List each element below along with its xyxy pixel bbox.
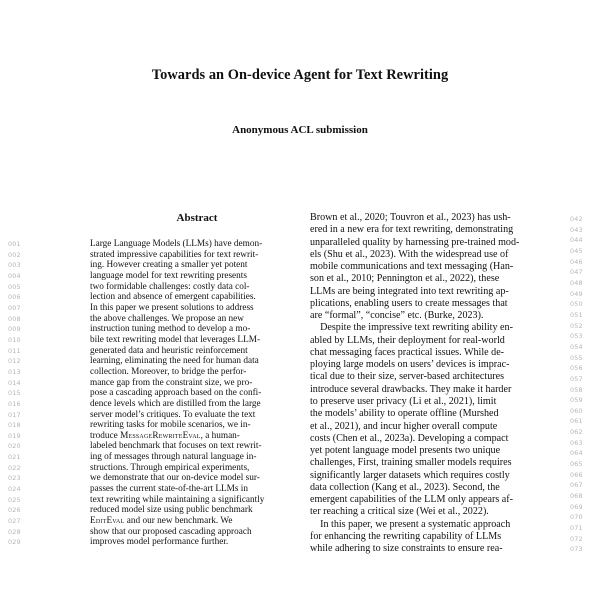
line-number: 004 xyxy=(8,271,21,280)
abstract-line: In this paper we present solutions to address xyxy=(90,302,254,313)
line-number: 058 xyxy=(570,385,583,394)
line-number: 028 xyxy=(8,527,21,536)
benchmark-name: MessageRewriteEval xyxy=(120,430,201,441)
line-number: 014 xyxy=(8,378,21,387)
body-line: ered in a new era for text rewriting, demonstrating xyxy=(310,224,514,236)
line-number: 018 xyxy=(8,421,21,430)
abstract-line: server model’s critiques. To evaluate the text xyxy=(90,409,256,420)
abstract-line: ing. However creating a smaller yet potent xyxy=(90,260,248,271)
line-number: 070 xyxy=(570,513,583,522)
body-line: the models’ ability to operate offline (Murshed xyxy=(310,408,499,420)
abstract-line: collection. Moreover, to bridge the perfor- xyxy=(90,366,247,377)
line-number: 069 xyxy=(570,502,583,511)
abstract-line: the above challenges. We propose an new xyxy=(90,313,244,324)
abstract-line: structions. Through empirical experiments, xyxy=(90,462,250,473)
line-number: 051 xyxy=(570,310,583,319)
line-number: 023 xyxy=(8,474,21,483)
line-number: 022 xyxy=(8,463,21,472)
line-number: 053 xyxy=(570,332,583,341)
abstract-line: rewriting tasks for mobile scenarios, we in- xyxy=(90,420,251,431)
line-number: 047 xyxy=(570,268,583,277)
abstract-heading: Abstract xyxy=(176,212,218,224)
line-number: 005 xyxy=(8,282,21,291)
abstract-text: , a human- xyxy=(200,430,240,441)
line-number: 042 xyxy=(570,215,583,223)
body-line: introduce several drawbacks. They make it harder xyxy=(310,383,512,395)
abstract-line: bile text rewriting model that leverages LLM- xyxy=(90,334,261,345)
line-number: 060 xyxy=(570,406,583,415)
line-number: 001 xyxy=(8,240,21,248)
abstract-line: reduced model size using public benchmark xyxy=(90,505,253,516)
line-number: 052 xyxy=(570,321,583,330)
line-number: 007 xyxy=(8,303,21,312)
abstract-line: dence levels which are distilled from the large xyxy=(90,398,261,409)
body-line: yet potent language model presents two unique xyxy=(310,445,501,457)
abstract-text: troduce xyxy=(90,430,121,441)
body-line: for enhancing the rewriting capability of LLMs xyxy=(310,530,502,542)
right-line-numbers xyxy=(570,214,583,555)
line-number: 048 xyxy=(570,278,583,287)
abstract-line: Large Language Models (LLMs) have demon- xyxy=(90,239,263,249)
line-number: 064 xyxy=(570,449,583,458)
line-number: 016 xyxy=(8,399,21,408)
body-line: Despite the impressive text rewriting ability en- xyxy=(310,322,513,334)
abstract-line xyxy=(90,431,304,442)
line-number: 010 xyxy=(8,335,21,344)
abstract-text: and our new benchmark. We xyxy=(124,516,233,527)
body-line: costs (Chen et al., 2023a). Developing a compact xyxy=(310,432,509,444)
line-number: 015 xyxy=(8,389,21,398)
body-line: data collection (Kang et al., 2023). Second, the xyxy=(310,481,500,493)
line-number: 073 xyxy=(570,545,583,554)
body-line: significantly larger datasets which requires costly xyxy=(310,469,510,481)
line-number: 027 xyxy=(8,517,21,526)
line-number: 065 xyxy=(570,460,583,469)
abstract-line: language model for text rewriting presents xyxy=(90,270,247,281)
line-number: 008 xyxy=(8,314,21,323)
body-line: ploying large models on users’ devices is imprac- xyxy=(310,359,510,371)
body-line: plications, enabling users to create messages that xyxy=(310,297,508,309)
line-number: 012 xyxy=(8,357,21,366)
line-number: 043 xyxy=(570,225,583,234)
abstract-line: ing of messages through natural language in- xyxy=(90,452,257,463)
line-number: 021 xyxy=(8,453,21,462)
line-number: 044 xyxy=(570,236,583,245)
line-number: 063 xyxy=(570,438,583,447)
body-line: Brown et al., 2020; Touvron et al., 2023) has ush- xyxy=(310,212,511,223)
abstract-line: text rewriting while maintaining a significantly xyxy=(90,494,265,505)
intro-body xyxy=(310,212,542,555)
body-line: In this paper, we present a systematic approach xyxy=(310,518,511,530)
abstract-line: pose a cascading approach based on the confi- xyxy=(90,388,262,399)
abstract-body xyxy=(90,239,304,548)
body-line: while adhering to size constraints to ensure rea- xyxy=(310,543,503,555)
abstract-line: improves model performance further. xyxy=(90,537,229,548)
abstract-line: two formidable challenges: costly data col- xyxy=(90,281,250,292)
abstract-line: instruction tuning method to develop a mo- xyxy=(90,324,251,335)
line-number: 006 xyxy=(8,293,21,302)
line-number: 026 xyxy=(8,506,21,515)
body-line: abled by LLMs, their deployment for real-world xyxy=(310,334,505,346)
body-line: ter reaching a critical size (Wei et al., 2022). xyxy=(310,506,489,518)
body-line: to preserve user privacy (Li et al., 2021), limit xyxy=(310,395,497,407)
line-number: 072 xyxy=(570,534,583,543)
line-number: 067 xyxy=(570,481,583,490)
line-number: 049 xyxy=(570,289,583,298)
line-number: 013 xyxy=(8,367,21,376)
body-line: son et al., 2010; Pennington et al., 2022), these xyxy=(310,273,500,285)
abstract-line xyxy=(90,516,304,527)
body-line: challenges, First, training smaller models requires xyxy=(310,457,512,469)
left-line-numbers xyxy=(8,239,21,548)
line-number: 066 xyxy=(570,470,583,479)
line-number: 057 xyxy=(570,374,583,383)
paper-title: Towards an On-device Agent for Text Rewriting xyxy=(151,67,449,83)
line-number: 003 xyxy=(8,261,21,270)
line-number: 056 xyxy=(570,364,583,373)
line-number: 062 xyxy=(570,428,583,437)
line-number: 009 xyxy=(8,325,21,334)
line-number: 024 xyxy=(8,485,21,494)
abstract-line: generated data and heuristic reinforcement xyxy=(90,345,248,356)
line-number: 045 xyxy=(570,246,583,255)
line-number: 050 xyxy=(570,300,583,309)
line-number: 061 xyxy=(570,417,583,426)
line-number: 046 xyxy=(570,257,583,266)
body-line: unparalleled quality by harnessing pre-trained mod- xyxy=(310,236,520,248)
body-line: mobile communications and text messaging (Han- xyxy=(310,261,514,273)
line-number: 025 xyxy=(8,495,21,504)
body-line: are “formal”, “concise” etc. (Burke, 2023). xyxy=(310,310,484,322)
line-number: 029 xyxy=(8,538,21,547)
line-number: 071 xyxy=(570,524,583,533)
line-number: 011 xyxy=(8,346,21,355)
abstract-line: we demonstrate that our on-device model sur- xyxy=(90,473,260,484)
body-line: tical due to their size, server-based architectures xyxy=(310,371,505,383)
abstract-line: passes the current state-of-the-art LLMs in xyxy=(90,484,248,495)
author-line: Anonymous ACL submission xyxy=(232,124,368,136)
line-number: 017 xyxy=(8,410,21,419)
line-number: 068 xyxy=(570,492,583,501)
line-number: 059 xyxy=(570,396,583,405)
line-number: 019 xyxy=(8,431,21,440)
abstract-line: mance gap from the constraint size, we pro- xyxy=(90,377,253,388)
abstract-line: strated impressive capabilities for text rewrit- xyxy=(90,249,259,260)
line-number: 055 xyxy=(570,353,583,362)
body-line: LLMs are being integrated into text rewriting ap- xyxy=(310,285,509,297)
abstract-line: labeled benchmark that focuses on text rewrit- xyxy=(90,441,262,452)
line-number: 054 xyxy=(570,342,583,351)
body-line: els (Shu et al., 2023). With the widespread use of xyxy=(310,248,509,260)
body-line: chat messaging faces practical issues. While de- xyxy=(310,346,505,358)
line-number: 020 xyxy=(8,442,21,451)
abstract-line: lection and absence of emergent capabilities. xyxy=(90,292,256,303)
body-line: et al., 2021), and incur higher overall compute xyxy=(310,420,498,432)
benchmark-name: EditEval xyxy=(90,516,125,527)
abstract-line: show that our proposed cascading approach xyxy=(90,526,252,537)
body-line: emergent capabilities of the LLM only appears af- xyxy=(310,494,514,506)
line-number: 002 xyxy=(8,250,21,259)
abstract-line: learning, eliminating the need for human data xyxy=(90,356,259,367)
